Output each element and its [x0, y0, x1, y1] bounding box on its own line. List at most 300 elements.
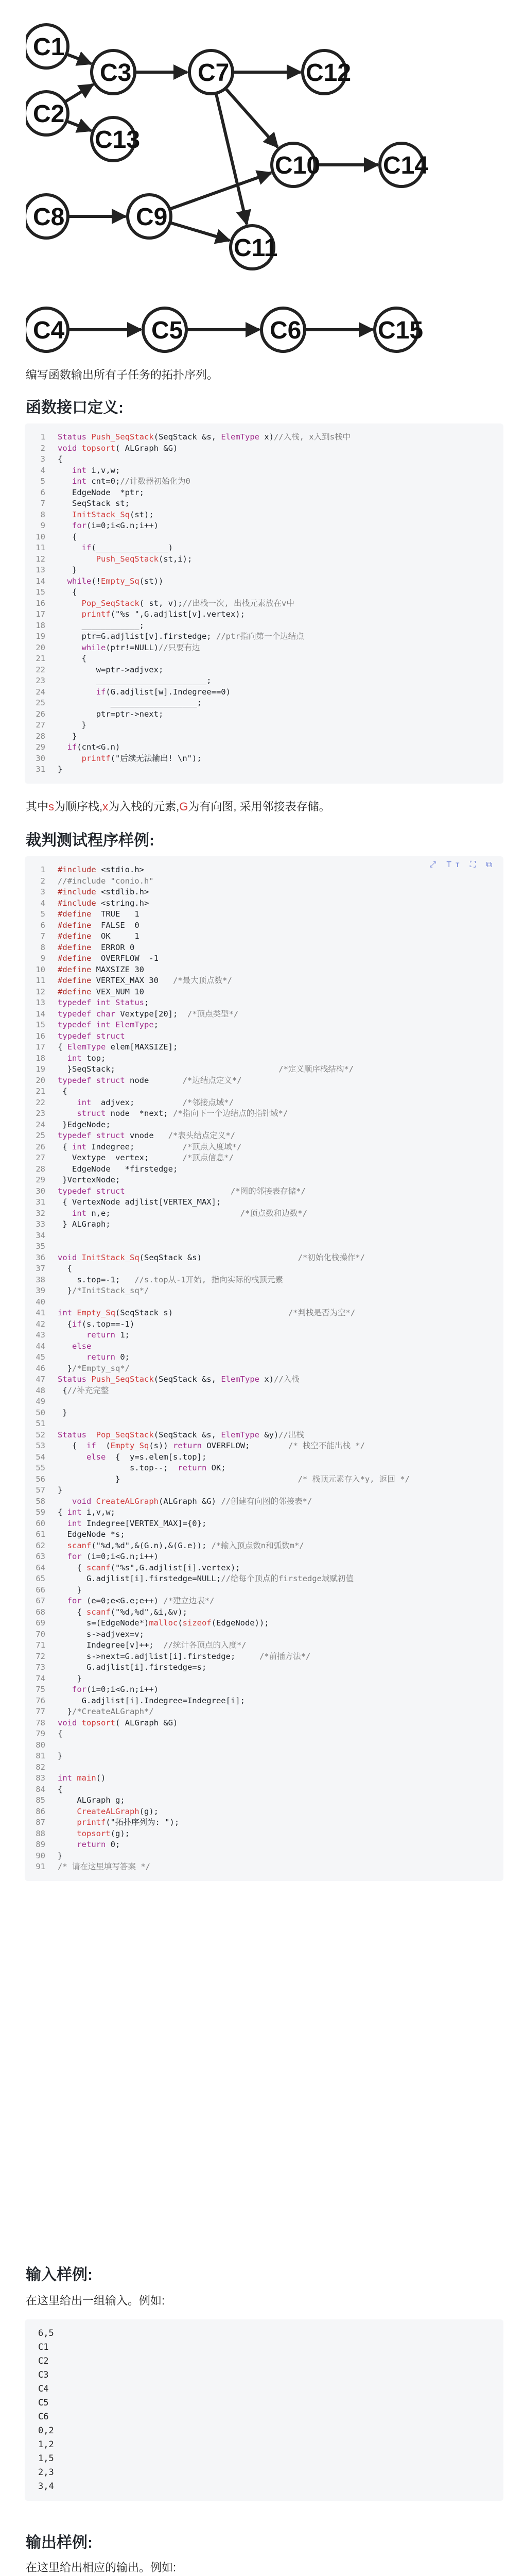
- judge-code: [25, 856, 503, 1881]
- code-line: [25, 498, 503, 510]
- code-text: int n,e; /*顶点数和边数*/: [72, 1208, 307, 1218]
- node-label: C2: [33, 100, 65, 128]
- line-number: 59: [36, 1507, 45, 1517]
- line-number: 44: [36, 1341, 45, 1351]
- code-line: [25, 1319, 503, 1330]
- line-number: 24: [36, 1120, 45, 1129]
- line-number: 75: [36, 1685, 45, 1694]
- node-c5: [143, 308, 186, 351]
- explain-text: 其中s为顺序栈,x为入栈的元素,G为有向图, 采用邻接表存储。: [26, 800, 330, 813]
- code-text: }SeqStack; /*定义顺序栈结构*/: [58, 1064, 354, 1074]
- code-text: s.top--; return OK;: [58, 1463, 226, 1472]
- code-line: [25, 532, 503, 543]
- code-line: [25, 1563, 503, 1574]
- line-number: 50: [36, 1408, 45, 1417]
- line-number: 11: [36, 976, 45, 985]
- code-line: [25, 764, 503, 775]
- code-line: [25, 1374, 503, 1385]
- code-text: int Indegree[VERTEX_MAX]={0};: [67, 1518, 207, 1528]
- node-label: C9: [136, 204, 168, 231]
- line-number: 68: [36, 1607, 45, 1617]
- code-text: if(G.adjlist[w].Indegree==0): [96, 687, 231, 697]
- node-label: C11: [234, 234, 278, 262]
- code-line: [25, 1762, 503, 1773]
- code-text: }: [58, 720, 86, 730]
- code-line: [25, 1086, 503, 1097]
- code-text: }: [58, 1485, 63, 1495]
- code-text: ____________;: [58, 620, 144, 630]
- input-sample: [25, 2319, 503, 2501]
- code-line: [25, 1020, 503, 1031]
- line-number: 64: [36, 1563, 45, 1572]
- code-text: scanf("%d,%d",&(G.n),&(G.e)); /*输入顶点数n和弧数m*/: [67, 1540, 304, 1550]
- node-c15: [375, 308, 423, 351]
- code-line: [25, 1252, 503, 1264]
- code-text: { scanf("%d,%d",&i,&v);: [58, 1607, 187, 1617]
- code-line: [25, 1751, 503, 1762]
- code-line: [25, 1197, 503, 1208]
- code-text: int adjvex; /*邻接点域*/: [77, 1097, 234, 1107]
- code-line: [25, 1120, 503, 1131]
- line-number: 11: [36, 543, 45, 552]
- line-number: 29: [36, 1175, 45, 1184]
- line-number: 66: [36, 1585, 45, 1595]
- line-number: 27: [36, 1153, 45, 1162]
- code-line: [25, 1507, 503, 1518]
- code-text: #define ERROR 0: [58, 942, 135, 952]
- code-line: [25, 520, 503, 532]
- line-number: 14: [36, 576, 45, 586]
- code-line: [25, 565, 503, 576]
- line-number: 38: [36, 1275, 45, 1284]
- line-number: 25: [36, 698, 45, 707]
- code-line: [25, 1640, 503, 1651]
- code-text: #define TRUE 1: [58, 909, 139, 919]
- node-label: C8: [33, 204, 65, 231]
- line-number: 31: [36, 1197, 45, 1207]
- code-text: Status Pop_SeqStack(SeqStack &s, ElemType &y)//出栈: [58, 1430, 304, 1439]
- code-text: Push_SeqStack(st,i);: [96, 554, 193, 564]
- interface-code-block: [25, 423, 503, 784]
- input-hint: 在这里给出一组输入。例如:: [26, 2294, 165, 2307]
- node-c13: [92, 117, 140, 161]
- code-text: #include <stdlib.h>: [58, 887, 149, 896]
- code-text: typedef struct /*图的邻接表存储*/: [58, 1186, 306, 1196]
- code-line: [25, 1518, 503, 1530]
- code-line: [25, 1817, 503, 1828]
- code-text: typedef int ElemType;: [58, 1020, 159, 1029]
- line-number: 34: [36, 1230, 45, 1240]
- line-number: 56: [36, 1474, 45, 1484]
- node-c6: [261, 308, 305, 351]
- input-line: C5: [38, 2398, 49, 2408]
- line-number: 30: [36, 1186, 45, 1196]
- code-line: [25, 1684, 503, 1696]
- code-line: [25, 709, 503, 720]
- line-number: 52: [36, 1430, 45, 1439]
- code-text: if(cnt<G.n): [67, 742, 120, 752]
- line-number: 24: [36, 687, 45, 697]
- code-text: }: [58, 1673, 82, 1683]
- line-number: 65: [36, 1574, 45, 1583]
- code-line: [25, 898, 503, 909]
- line-number: 61: [36, 1530, 45, 1539]
- code-text: G.adjlist[i].firstedge=NULL;//给每个顶点的firstedge域赋初值: [58, 1574, 354, 1583]
- code-line: [25, 576, 503, 587]
- code-line: [25, 642, 503, 654]
- code-line: [25, 510, 503, 521]
- node-label: C10: [275, 152, 321, 179]
- code-text: }: [58, 1851, 63, 1860]
- code-line: [25, 987, 503, 998]
- line-number: 80: [36, 1740, 45, 1750]
- code-text: while(ptr!=NULL)//只要有边: [81, 642, 200, 652]
- code-text: }: [58, 731, 77, 741]
- code-line: [25, 675, 503, 687]
- code-line: [25, 1452, 503, 1463]
- line-number: 1: [40, 432, 45, 442]
- input-line: 1,2: [38, 2439, 54, 2450]
- code-line: [25, 1851, 503, 1862]
- code-text: {: [58, 454, 63, 464]
- code-text: }/*Empty_sq*/: [58, 1363, 130, 1373]
- code-line: [25, 909, 503, 920]
- line-number: 12: [36, 987, 45, 996]
- code-line: [25, 1463, 503, 1474]
- code-line: [25, 731, 503, 742]
- code-line: [25, 1031, 503, 1042]
- edge-c7-c10: [225, 88, 278, 147]
- line-number: 81: [36, 1751, 45, 1760]
- line-number: 87: [36, 1818, 45, 1827]
- code-text: int i,v,w;: [72, 465, 120, 475]
- line-number: 82: [36, 1762, 45, 1772]
- code-line: [25, 1075, 503, 1087]
- code-text: int Empty_Sq(SeqStack s) /*判栈是否为空*/: [58, 1308, 356, 1317]
- line-number: 2: [40, 876, 45, 886]
- node-c14: [380, 143, 428, 187]
- code-line: [25, 997, 503, 1009]
- code-line: [25, 1673, 503, 1685]
- code-line: [25, 1585, 503, 1596]
- line-number: 12: [36, 554, 45, 564]
- input-line: C4: [38, 2384, 49, 2394]
- code-text: Status Push_SeqStack(SeqStack &s, ElemType x)//入栈, x入到s栈中: [58, 432, 351, 442]
- code-text: #include <stdio.h>: [58, 865, 144, 874]
- line-number: 53: [36, 1441, 45, 1450]
- line-number: 91: [36, 1862, 45, 1871]
- code-text: EdgeNode *s;: [58, 1530, 125, 1539]
- code-line: [25, 942, 503, 954]
- line-number: 60: [36, 1518, 45, 1528]
- node-label: C13: [95, 126, 141, 154]
- code-text: { scanf("%s",G.adjlist[i].vertex);: [58, 1563, 240, 1572]
- edge-c1-c3: [66, 54, 91, 63]
- node-label: C15: [378, 317, 424, 344]
- code-line: [25, 1540, 503, 1552]
- code-text: } /* 栈顶元素存入*y, 返回 */: [58, 1474, 410, 1484]
- code-toolbar[interactable]: ⤢ Tт ⛶ ⧉: [429, 860, 496, 869]
- section-interface-heading: 函数接口定义:: [26, 399, 124, 416]
- code-line: [25, 1696, 503, 1707]
- output-hint: 在这里给出相应的输出。例如:: [26, 2561, 177, 2574]
- code-text: _______________________;: [58, 676, 212, 685]
- code-text: ptr=ptr->next;: [58, 709, 164, 719]
- line-number: 20: [36, 642, 45, 652]
- code-text: printf("%s ",G.adjlist[v].vertex);: [81, 609, 245, 619]
- line-number: 90: [36, 1851, 45, 1860]
- code-text: { int Indegree; /*顶点入度域*/: [58, 1142, 242, 1151]
- line-number: 27: [36, 720, 45, 730]
- code-line: [25, 1839, 503, 1851]
- code-line: [25, 1153, 503, 1164]
- code-line: [25, 1241, 503, 1252]
- code-line: [25, 887, 503, 898]
- code-line: [25, 476, 503, 487]
- line-number: 30: [36, 753, 45, 763]
- node-c2: [26, 92, 68, 135]
- line-number: 58: [36, 1496, 45, 1506]
- line-number: 72: [36, 1651, 45, 1661]
- code-line: [25, 554, 503, 565]
- line-number: 23: [36, 1109, 45, 1118]
- line-number: 5: [40, 477, 45, 486]
- line-number: 84: [36, 1784, 45, 1794]
- code-line: [25, 1341, 503, 1352]
- code-line: [25, 1706, 503, 1718]
- code-line: [25, 1042, 503, 1053]
- code-text: struct node *next; /*指向下一个边结点的指针域*/: [77, 1109, 288, 1118]
- code-line: [25, 687, 503, 698]
- line-number: 57: [36, 1485, 45, 1495]
- code-line: [25, 1662, 503, 1673]
- edge-c2-c13: [66, 121, 91, 130]
- code-line: [25, 1164, 503, 1175]
- code-text: { VertexNode adjlist[VERTEX_MAX];: [58, 1197, 221, 1207]
- code-text: void topsort( ALGraph &G): [58, 1718, 178, 1727]
- node-c10: [272, 143, 320, 187]
- code-line: [25, 1430, 503, 1441]
- line-number: 28: [36, 1164, 45, 1174]
- line-number: 45: [36, 1352, 45, 1362]
- code-text: { ElemType elem[MAXSIZE];: [58, 1042, 178, 1052]
- code-line: [25, 1806, 503, 1818]
- edge-c9-c11: [170, 223, 230, 241]
- code-text: __________________;: [58, 698, 202, 707]
- code-text: s->adjvex=v;: [58, 1629, 144, 1639]
- code-text: void CreateALGraph(ALGraph &G) //创建有向图的邻接表*/: [72, 1496, 312, 1506]
- code-line: [25, 1861, 503, 1873]
- line-number: 41: [36, 1308, 45, 1317]
- line-number: 79: [36, 1729, 45, 1738]
- code-line: [25, 1784, 503, 1795]
- line-number: 17: [36, 609, 45, 619]
- code-text: }: [58, 1408, 67, 1417]
- line-number: 54: [36, 1452, 45, 1462]
- input-line: 6,5: [38, 2328, 54, 2338]
- code-text: void topsort( ALGraph &G): [58, 443, 178, 453]
- line-number: 46: [36, 1363, 45, 1373]
- code-line: [25, 1275, 503, 1286]
- code-line: [25, 1596, 503, 1607]
- code-text: #define OK 1: [58, 931, 139, 941]
- code-text: for (e=0;e<G.e;e++) /*建立边表*/: [67, 1596, 215, 1605]
- line-number: 74: [36, 1673, 45, 1683]
- code-line: [25, 1053, 503, 1064]
- line-number: 5: [40, 909, 45, 919]
- node-label: C6: [270, 317, 302, 344]
- code-text: }/*CreateALGraph*/: [58, 1707, 154, 1716]
- line-number: 86: [36, 1806, 45, 1816]
- code-line: [25, 1108, 503, 1120]
- code-line: [25, 1186, 503, 1197]
- line-number: 32: [36, 1208, 45, 1218]
- node-c4: [26, 308, 68, 351]
- line-number: 25: [36, 1131, 45, 1140]
- line-number: 13: [36, 998, 45, 1007]
- var-s: s: [48, 800, 55, 813]
- node-label: C1: [33, 33, 65, 61]
- section-input-heading: 输入样例:: [26, 2266, 93, 2283]
- code-line: [25, 631, 503, 642]
- code-text: InitStack_Sq(st);: [72, 510, 154, 519]
- code-line: [25, 1175, 503, 1186]
- code-line: [25, 1263, 503, 1275]
- code-line: [25, 1097, 503, 1109]
- code-line: [25, 665, 503, 676]
- node-c8: [26, 195, 68, 238]
- line-number: 22: [36, 1097, 45, 1107]
- code-text: #define VEX_NUM 10: [58, 987, 144, 996]
- code-line: [25, 1385, 503, 1397]
- line-number: 62: [36, 1540, 45, 1550]
- code-text: s->next=G.adjlist[i].firstedge; /*前插方法*/: [58, 1651, 311, 1661]
- code-text: #define FALSE 0: [58, 920, 139, 930]
- code-line: [25, 1230, 503, 1242]
- line-number: 73: [36, 1663, 45, 1672]
- code-line: [25, 720, 503, 731]
- code-line: [25, 443, 503, 454]
- judge-code-block: [25, 856, 503, 1881]
- code-line: [25, 742, 503, 753]
- code-text: {: [58, 587, 77, 597]
- code-line: [25, 1219, 503, 1230]
- code-text: else { y=s.elem[s.top];: [86, 1452, 207, 1462]
- line-number: 26: [36, 709, 45, 719]
- code-text: for (i=0;i<G.n;i++): [67, 1552, 159, 1561]
- line-number: 9: [40, 954, 45, 963]
- code-line: [25, 1529, 503, 1540]
- code-text: Indegree[v]++; //统计各顶点的入度*/: [58, 1640, 247, 1650]
- code-text: {: [58, 654, 86, 663]
- task-graph-svg: [26, 15, 479, 355]
- code-text: return 0;: [86, 1352, 130, 1362]
- code-text: void InitStack_Sq(SeqStack &s) /*初始化栈操作*/: [58, 1252, 365, 1262]
- node-label: C7: [198, 59, 230, 87]
- code-line: [25, 1607, 503, 1618]
- code-line: [25, 1297, 503, 1308]
- code-line: [25, 543, 503, 554]
- code-text: typedef struct node /*边结点定义*/: [58, 1075, 242, 1085]
- code-line: [25, 1352, 503, 1363]
- line-number: 55: [36, 1463, 45, 1472]
- code-line: [25, 1363, 503, 1375]
- code-line: [25, 1408, 503, 1419]
- code-line: [25, 975, 503, 987]
- line-number: 23: [36, 676, 45, 685]
- code-line: [25, 1064, 503, 1075]
- code-text: int main(): [58, 1773, 106, 1783]
- line-number: 18: [36, 620, 45, 630]
- line-number: 70: [36, 1629, 45, 1639]
- input-line: C3: [38, 2370, 49, 2380]
- code-text: } ALGraph;: [58, 1219, 111, 1229]
- node-label: C5: [151, 317, 183, 344]
- section-output-heading: 输出样例:: [26, 2534, 93, 2551]
- line-number: 10: [36, 964, 45, 974]
- line-number: 35: [36, 1242, 45, 1251]
- line-number: 51: [36, 1419, 45, 1428]
- edge-c2-c3: [65, 84, 93, 102]
- line-number: 42: [36, 1319, 45, 1329]
- code-text: G.adjlist[i].firstedge=s;: [58, 1663, 207, 1672]
- node-c1: [26, 25, 68, 68]
- code-text: {: [58, 1264, 72, 1273]
- code-line: [25, 1308, 503, 1319]
- code-text: G.adjlist[i].Indegree=Indegree[i];: [58, 1696, 245, 1705]
- line-number: 3: [40, 454, 45, 464]
- node-c11: [231, 226, 277, 269]
- line-number: 19: [36, 632, 45, 641]
- code-text: typedef struct: [58, 1031, 125, 1041]
- input-line: 3,4: [38, 2481, 54, 2492]
- code-line: [25, 1208, 503, 1219]
- edge-c9-c10: [170, 173, 271, 209]
- line-number: 18: [36, 1053, 45, 1063]
- line-number: 33: [36, 1219, 45, 1229]
- code-text: {: [58, 1784, 63, 1794]
- code-text: {: [58, 532, 77, 541]
- line-number: 29: [36, 742, 45, 752]
- code-line: [25, 964, 503, 976]
- code-text: }: [58, 1751, 63, 1760]
- line-number: 67: [36, 1596, 45, 1605]
- code-line: [25, 1440, 503, 1452]
- code-text: Pop_SeqStack( st, v);//出栈一次, 出栈元素放在v中: [81, 598, 294, 608]
- code-text: }: [58, 765, 63, 774]
- code-text: { int i,v,w;: [58, 1507, 115, 1517]
- code-text: {: [58, 1087, 67, 1096]
- code-line: [25, 1485, 503, 1496]
- code-text: else: [72, 1341, 92, 1351]
- line-number: 76: [36, 1696, 45, 1705]
- line-number: 4: [40, 465, 45, 475]
- code-text: return 1;: [86, 1330, 130, 1340]
- code-text: CreateALGraph(g);: [77, 1806, 159, 1816]
- code-text: s.top=-1; //s.top从-1开始, 指向实际的栈顶元素: [58, 1275, 283, 1284]
- code-text: for(i=0;i<G.n;i++): [72, 1685, 159, 1694]
- line-number: 88: [36, 1828, 45, 1838]
- code-line: [25, 698, 503, 709]
- code-line: [25, 1740, 503, 1751]
- code-text: topsort(g);: [77, 1828, 130, 1838]
- line-number: 26: [36, 1142, 45, 1151]
- input-sample-block: [25, 2319, 503, 2501]
- code-text: ALGraph g;: [58, 1795, 125, 1805]
- node-c7: [189, 50, 233, 94]
- line-number: 36: [36, 1252, 45, 1262]
- line-number: 15: [36, 587, 45, 597]
